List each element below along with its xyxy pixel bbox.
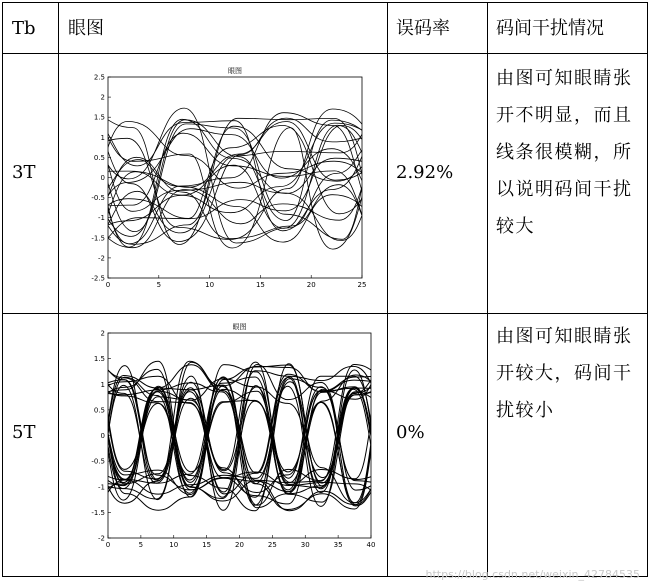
y-tick-label: 1.5 (93, 355, 105, 364)
header-ber: 误码率 (396, 18, 450, 39)
plot-title: 眼图 (228, 67, 242, 75)
y-tick-label: 0 (100, 174, 105, 182)
y-tick-label: 1.5 (93, 113, 105, 122)
row1-ber: 2.92% (396, 162, 454, 183)
x-tick-label: 40 (366, 541, 376, 549)
y-tick-label: 2.5 (93, 73, 105, 82)
y-tick-label: 0.5 (93, 406, 105, 415)
y-tick-label: 0 (100, 432, 105, 440)
y-tick-label: 2 (100, 329, 105, 338)
eye-traces (78, 107, 378, 250)
x-tick-label: 35 (333, 541, 343, 549)
header-tb: Tb (12, 18, 36, 39)
y-tick-label: 0.5 (93, 153, 105, 162)
x-tick-label: 10 (169, 541, 179, 549)
eye-traces (90, 361, 378, 511)
x-tick-label: 20 (306, 281, 316, 289)
x-tick-label: 5 (138, 541, 144, 549)
x-tick-label: 30 (300, 541, 310, 549)
x-tick-label: 5 (156, 281, 162, 289)
y-tick-label: -1 (98, 483, 105, 492)
x-tick-label: 10 (205, 281, 215, 289)
y-tick-label: -1.5 (91, 508, 105, 517)
header-eye-diagram: 眼图 (68, 18, 104, 39)
row1-description: 由图可知眼睛张开不明显，而且线条很模糊，所以说明码间干扰较大 (496, 68, 633, 237)
y-tick-label: 1 (100, 133, 105, 142)
x-tick-label: 0 (105, 281, 111, 289)
y-tick-label: -2 (98, 534, 105, 543)
plot-title: 眼图 (232, 323, 247, 331)
y-tick-label: -1 (98, 214, 105, 223)
y-tick-label: -2 (98, 254, 105, 263)
y-tick-label: -0.5 (91, 457, 105, 466)
eye-trace (82, 133, 378, 248)
y-tick-label: -0.5 (91, 194, 105, 203)
eye-trace (88, 126, 379, 248)
x-tick-label: 25 (267, 541, 277, 549)
row2-description: 由图可知眼睛张开较大，码间干扰较小 (496, 326, 633, 421)
row1-tb: 3T (12, 162, 36, 183)
y-tick-label: -1.5 (91, 234, 105, 243)
watermark: https://blog.csdn.net/weixin_42784535 (425, 568, 640, 581)
header-isi: 码间干扰情况 (496, 18, 604, 39)
x-tick-label: 20 (235, 541, 244, 549)
x-tick-label: 0 (105, 541, 111, 549)
x-tick-label: 15 (255, 281, 265, 289)
y-tick-label: 2 (100, 93, 105, 102)
row2-ber: 0% (396, 422, 425, 443)
row2-eye-diagram (78, 318, 378, 558)
x-tick-label: 15 (202, 541, 212, 549)
y-tick-label: -2.5 (91, 274, 105, 283)
row1-eye-diagram (78, 60, 378, 300)
row2-tb: 5T (12, 422, 36, 443)
y-tick-label: 1 (100, 380, 105, 389)
x-tick-label: 25 (357, 281, 367, 289)
